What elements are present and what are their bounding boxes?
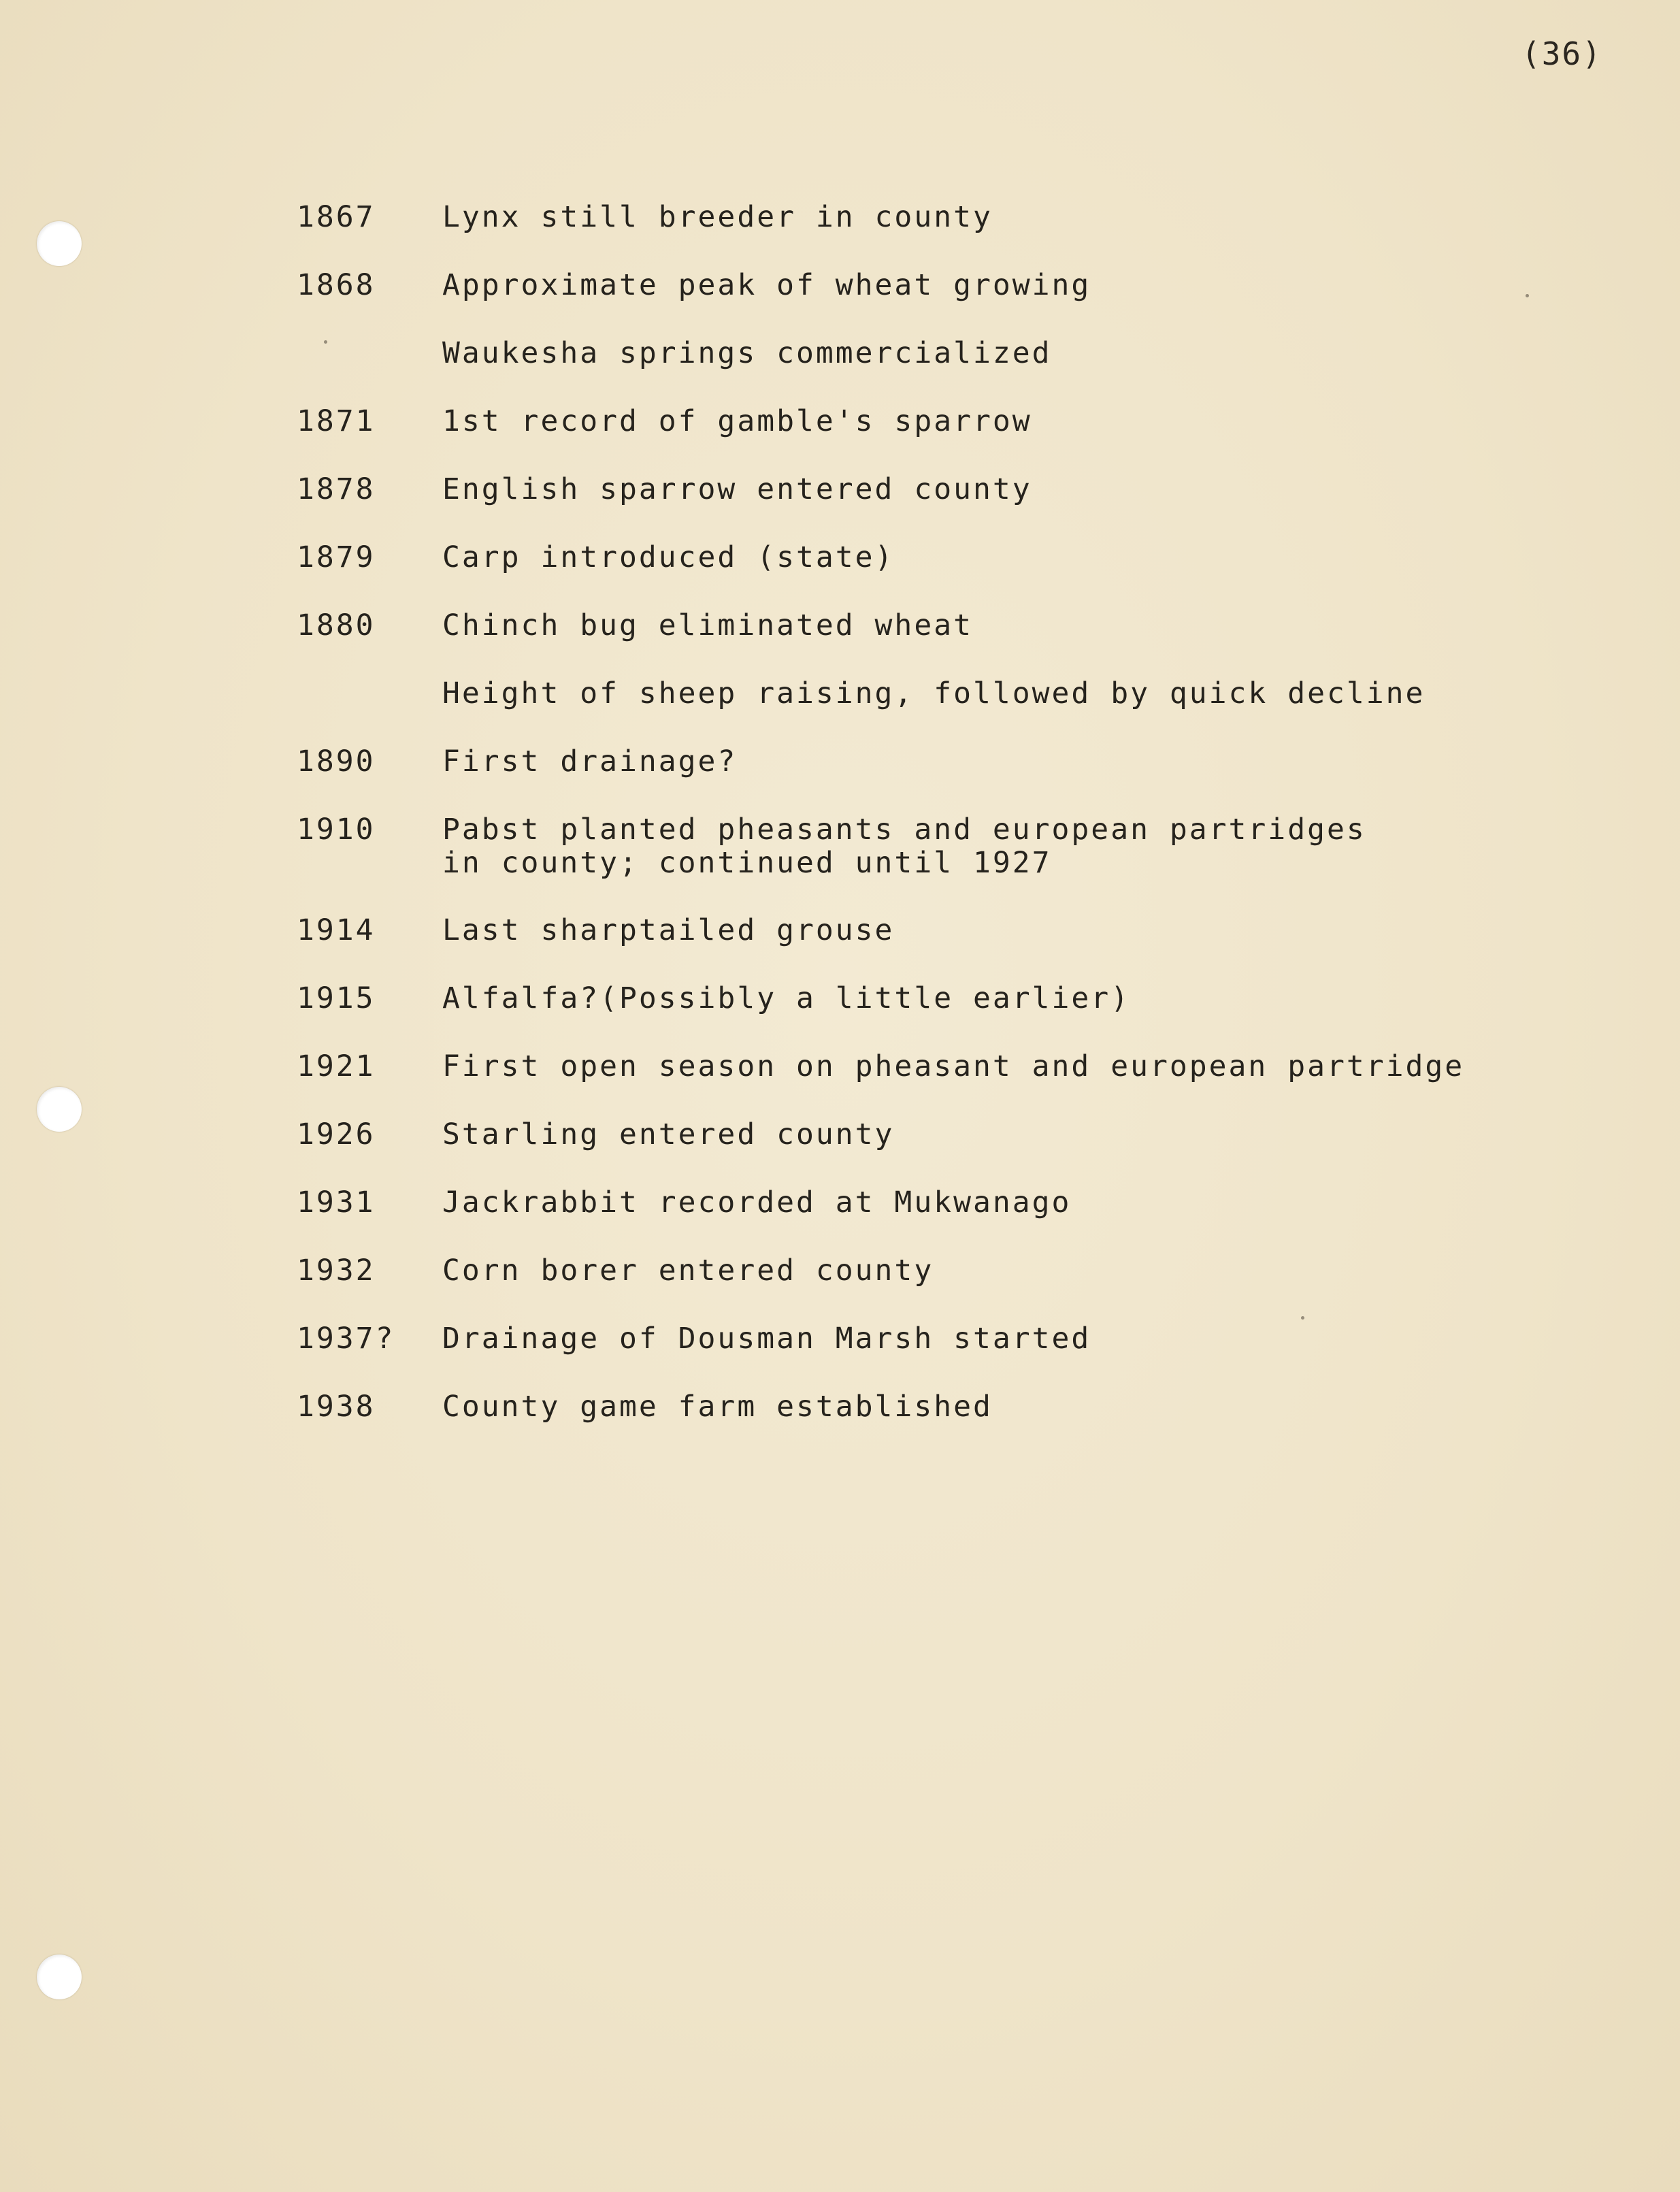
page-number: (36): [1521, 35, 1602, 72]
entry-event: Alfalfa?(Possibly a little earlier): [442, 981, 1131, 1015]
entry-event: County game farm established: [442, 1390, 993, 1424]
timeline-entry: [297, 1118, 1590, 1186]
timeline-entry: [297, 473, 1590, 541]
timeline-entry: [297, 677, 1590, 745]
entry-event: Last sharptailed grouse: [442, 913, 895, 947]
timeline-entry: [297, 1050, 1590, 1118]
punch-hole-top: [37, 221, 82, 266]
entry-event: First open season on pheasant and european partridge: [442, 1049, 1465, 1083]
entry-year: 1867: [297, 200, 376, 234]
entry-event: Corn borer entered county: [442, 1254, 934, 1288]
timeline-entry: [297, 1186, 1590, 1254]
timeline-entry: [297, 201, 1590, 269]
entry-event: Lynx still breeder in county: [442, 200, 993, 234]
entry-year: 1868: [297, 268, 376, 302]
timeline-entry: [297, 813, 1590, 914]
timeline-entry: [297, 269, 1590, 337]
entry-event: Height of sheep raising, followed by quick decline: [442, 676, 1426, 710]
timeline-entry: [297, 609, 1590, 677]
timeline-entry: [297, 982, 1590, 1050]
entry-event: Jackrabbit recorded at Mukwanago: [442, 1185, 1072, 1220]
entry-event: Drainage of Dousman Marsh started: [442, 1322, 1091, 1356]
entry-event: Approximate peak of wheat growing: [442, 268, 1091, 302]
entry-year: 1879: [297, 540, 376, 574]
entry-year: 1915: [297, 981, 376, 1015]
entry-year: 1926: [297, 1117, 376, 1151]
timeline-entry: [297, 745, 1590, 813]
timeline-entry: [297, 1322, 1590, 1390]
entry-event: 1st record of gamble's sparrow: [442, 404, 1032, 438]
timeline-entry: [297, 405, 1590, 473]
entry-year: 1932: [297, 1254, 376, 1288]
punch-hole-middle: [37, 1087, 82, 1132]
entry-event: Starling entered county: [442, 1117, 895, 1151]
timeline-entry: [297, 914, 1590, 982]
entry-year: 1914: [297, 913, 376, 947]
timeline-entry: [297, 337, 1590, 405]
timeline-entry: [297, 1390, 1590, 1458]
entry-year: 1880: [297, 608, 376, 642]
entry-year: 1931: [297, 1185, 376, 1220]
entry-event: English sparrow entered county: [442, 472, 1032, 506]
entry-year: 1938: [297, 1390, 376, 1424]
entry-year: 1878: [297, 472, 376, 506]
entry-event: Waukesha springs commercialized: [442, 336, 1052, 370]
entry-year: 1871: [297, 404, 376, 438]
timeline-list: [297, 201, 1590, 1458]
punch-hole-bottom: [37, 1954, 82, 1999]
entry-year: 1937?: [297, 1322, 395, 1356]
timeline-entry: [297, 541, 1590, 609]
timeline-entry: [297, 1254, 1590, 1322]
entry-event: Chinch bug eliminated wheat: [442, 608, 973, 642]
entry-year: 1910: [297, 813, 376, 847]
entry-event: Pabst planted pheasants and european partridges in county; continued until 1927: [442, 813, 1366, 880]
entry-year: 1890: [297, 745, 376, 779]
entry-event: Carp introduced (state): [442, 540, 895, 574]
entry-year: 1921: [297, 1049, 376, 1083]
entry-event: First drainage?: [442, 745, 738, 779]
